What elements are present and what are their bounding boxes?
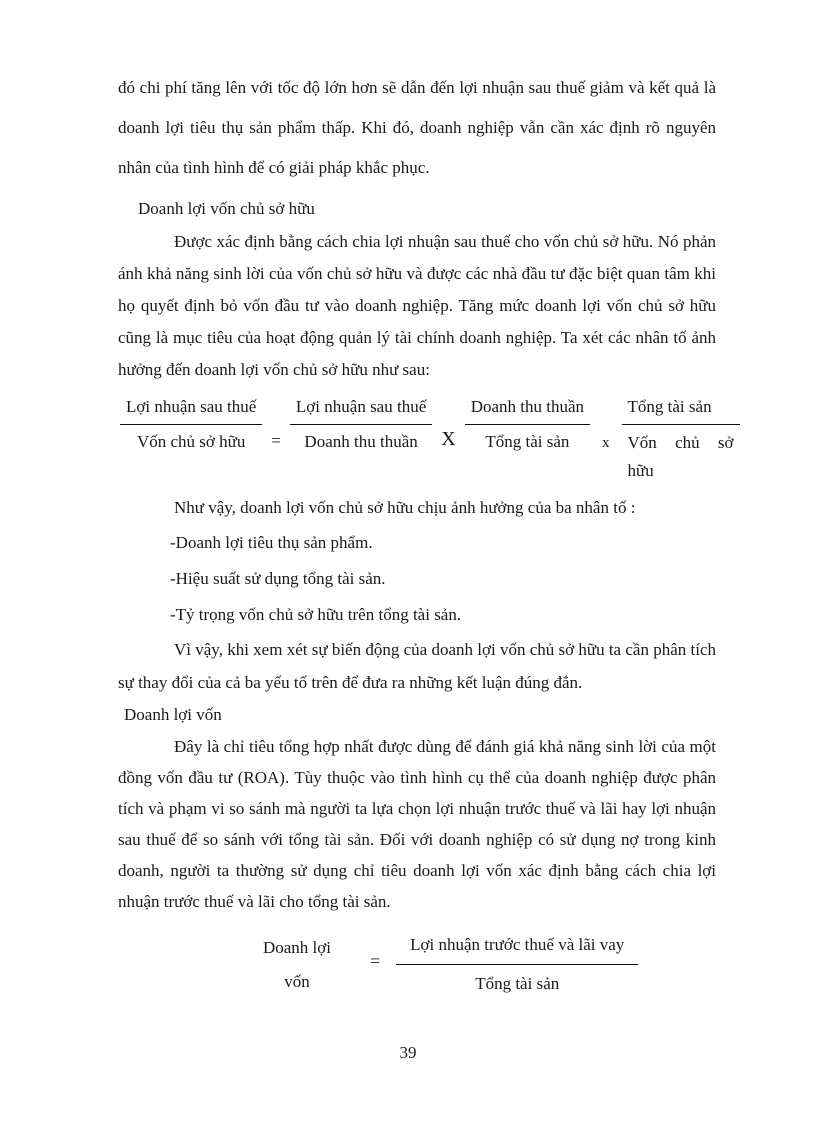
- fraction-asset-turnover: [465, 394, 590, 455]
- fraction-denominator: Vốn chủ sở hữu: [622, 424, 740, 485]
- roa-formula-label: [252, 931, 342, 999]
- roe-formula: [120, 394, 734, 485]
- fraction-denominator: Tổng tài sản: [396, 964, 638, 998]
- fraction-equity-ratio: [622, 394, 740, 485]
- page-number: 39: [399, 1043, 417, 1062]
- text-block: [118, 68, 734, 999]
- fraction-denominator: Doanh thu thuần: [290, 424, 432, 455]
- fraction-numerator: Lợi nhuận trước thuế và lãi vay: [410, 935, 625, 954]
- fraction-roa: [396, 931, 638, 998]
- roa-label-line1: Doanh lợi: [262, 938, 331, 957]
- multiply-operator: x: [602, 435, 610, 451]
- fraction-numerator: Doanh thu thuần: [470, 397, 585, 416]
- fraction-profit-margin: [290, 394, 432, 455]
- factor-item: -Tỷ trọng vốn chủ sở hữu trên tổng tài sản.: [170, 605, 462, 624]
- fraction-numerator: Tổng tài sản: [627, 397, 712, 416]
- roa-label-line2: vốn: [284, 972, 310, 991]
- fraction-roe: [120, 394, 262, 455]
- equals-operator: =: [271, 431, 281, 450]
- multiply-operator: X: [441, 428, 456, 450]
- fraction-denominator: Vốn chủ sở hữu: [120, 424, 262, 455]
- fraction-numerator: Lợi nhuận sau thuế: [295, 397, 427, 416]
- factor-item: -Hiệu suất sử dụng tổng tài sản.: [170, 569, 386, 588]
- fraction-denominator: Tổng tài sản: [465, 424, 590, 455]
- paragraph-roe: Được xác định bằng cách chia lợi nhuận sau thuế cho vốn chủ sở hữu. Nó phản ánh khả năng sinh lời của vốn chủ sở hữu và được các nhà đầu tư đặc biệt quan tâm khi họ quyết định bỏ vốn đầu tư vào doanh nghiệp. Tăng mức doanh lợi vốn chủ sở hữu cũng là mục tiêu của hoạt động quản lý tài chính doanh nghiệp. Ta xét các nhân tố ảnh hưởng đến doanh lợi vốn chủ sở hữu như sau:: [118, 232, 716, 379]
- equals-operator: =: [370, 951, 381, 971]
- paragraph-roa: Đây là chỉ tiêu tổng hợp nhất được dùng để đánh giá khả năng sinh lời của một đồng vốn đầu tư (ROA). Tùy thuộc vào tình hình cụ thể của doanh nghiệp được phân tích và phạm vi so sánh mà người ta lựa chọn lợi nhuận trước thuế và lãi hay lợi nhuận sau thuế để so sánh với tổng tài sản. Đối với doanh nghiệp có sử dụng nợ trong kinh doanh, người ta thường sử dụng chỉ tiêu doanh lợi vốn xác định bằng cách chia lợi nhuận trước thuế và lãi cho tổng tài sản.: [118, 737, 716, 911]
- roa-formula: [252, 931, 716, 999]
- heading-roe: Doanh lợi vốn chủ sở hữu: [138, 199, 315, 218]
- paragraph-conclusion: Vì vậy, khi xem xét sự biến động của doanh lợi vốn chủ sở hữu ta cần phân tích sự thay đổi của cả ba yếu tố trên để đưa ra những kết luận đúng đắn.: [118, 640, 716, 692]
- heading-roa: Doanh lợi vốn: [124, 705, 222, 724]
- paragraph-intro: đó chi phí tăng lên với tốc độ lớn hơn sẽ dẫn đến lợi nhuận sau thuế giảm và kết quả là doanh lợi tiêu thụ sản phẩm thấp. Khi đó, doanh nghiệp vẫn cần xác định rõ nguyên nhân của tình hình để có giải pháp khắc phục.: [118, 78, 716, 177]
- factor-item: -Doanh lợi tiêu thụ sản phẩm.: [170, 533, 373, 552]
- paragraph-factors-intro: Như vậy, doanh lợi vốn chủ sở hữu chịu ảnh hưởng của ba nhân tố :: [174, 498, 636, 517]
- fraction-numerator: Lợi nhuận sau thuế: [126, 397, 257, 416]
